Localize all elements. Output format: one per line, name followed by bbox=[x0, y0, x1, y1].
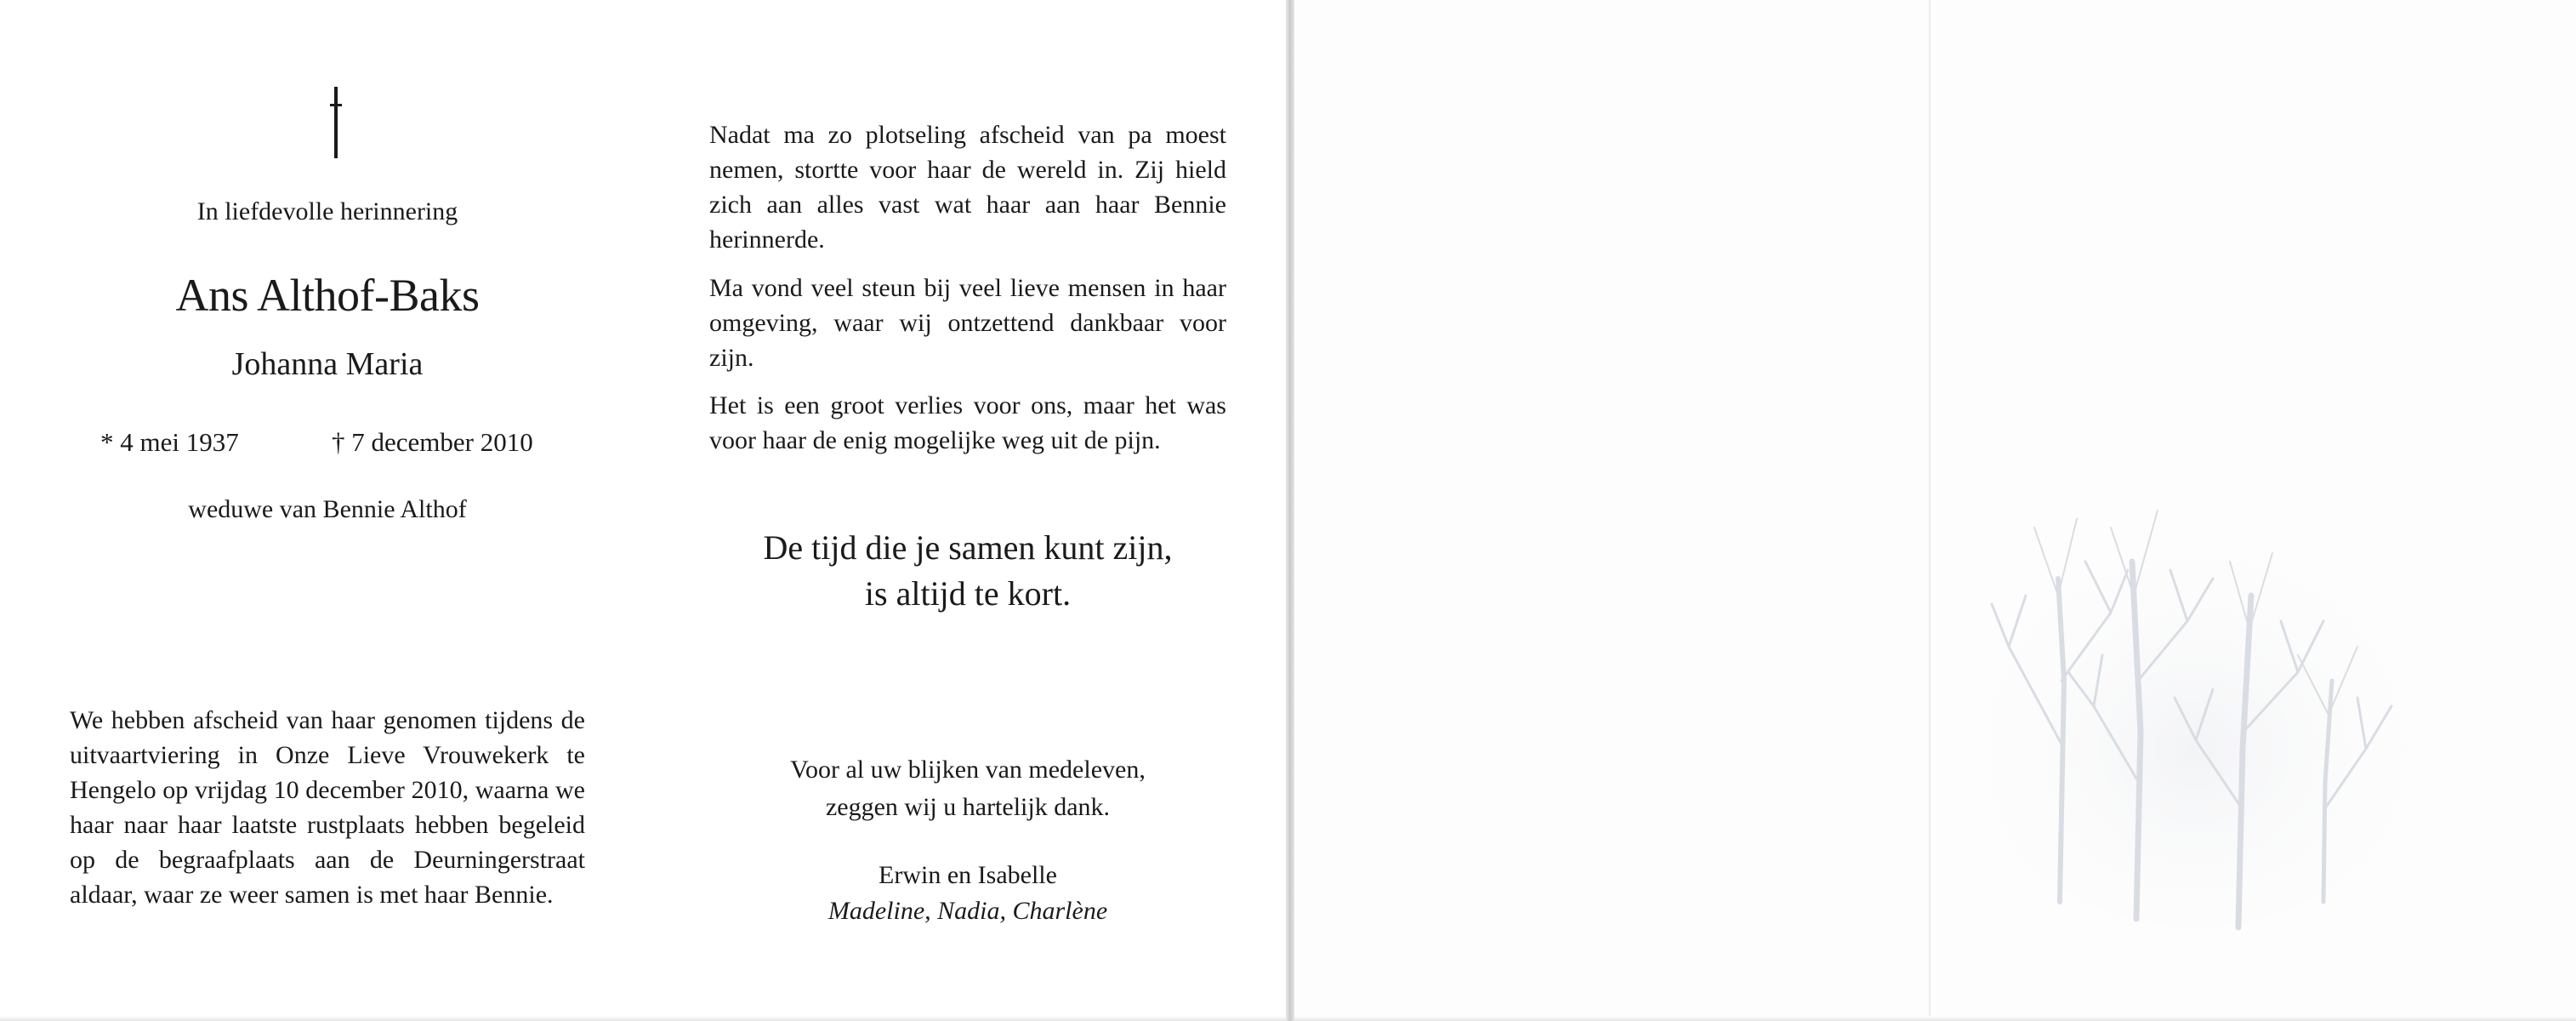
story-paragraph: Nadat ma zo plotseling afscheid van pa moest nemen, stortte voor haar de wereld in. Zij hield zich aan alles vast wat haar aan haar Bennie herinnerde. bbox=[709, 121, 1226, 254]
given-names: Johanna Maria bbox=[231, 346, 424, 382]
story-paragraph: Ma vond veel steun bij veel lieve mensen in haar omgeving, waar wij ontzettend dankbaar voor zijn. bbox=[709, 274, 1226, 372]
grandchildren-names: Madeline, Nadia, Charlène bbox=[827, 897, 1108, 925]
card-left-page bbox=[0, 0, 1286, 1021]
card-right-page bbox=[1294, 0, 2576, 1021]
thanks-line: zeggen wij u hartelijk dank. bbox=[825, 793, 1111, 821]
inner-fold-line bbox=[1929, 0, 1931, 1021]
dedication-text: In liefdevolle herinnering bbox=[196, 197, 458, 225]
widow-line: weduwe van Bennie Althof bbox=[188, 495, 467, 523]
quote-line: is altijd te kort. bbox=[864, 574, 1072, 613]
paper-edge bbox=[0, 1016, 1286, 1021]
cross-icon bbox=[330, 87, 342, 158]
death-date: † 7 december 2010 bbox=[332, 427, 533, 457]
story-paragraph: Het is een groot verlies voor ons, maar het was voor haar de enig mogelijke weg uit de pijn. bbox=[709, 391, 1226, 454]
funeral-paragraph: We hebben afscheid van haar genomen tijdens de uitvaartviering in Onze Lieve Vrouwekerk te Hengelo op vrijdag 10 december 2010, waarna we haar naar haar laatste rustplaats hebben begeleid op de begraafplaats aan de Deurningerstraat aldaar, waar ze weer samen is met haar Bennie. bbox=[70, 706, 585, 909]
paper-edge bbox=[1294, 1016, 2576, 1021]
thanks-line: Voor al uw blijken van medeleven, bbox=[790, 756, 1146, 784]
deceased-name: Ans Althof-Baks bbox=[175, 270, 480, 321]
family-names: Erwin en Isabelle bbox=[879, 861, 1057, 889]
quote-line: De tijd die je samen kunt zijn, bbox=[763, 528, 1173, 567]
card-fold bbox=[1286, 0, 1294, 1021]
birth-date: * 4 mei 1937 bbox=[100, 427, 239, 457]
winter-trees-illustration bbox=[1958, 425, 2434, 936]
